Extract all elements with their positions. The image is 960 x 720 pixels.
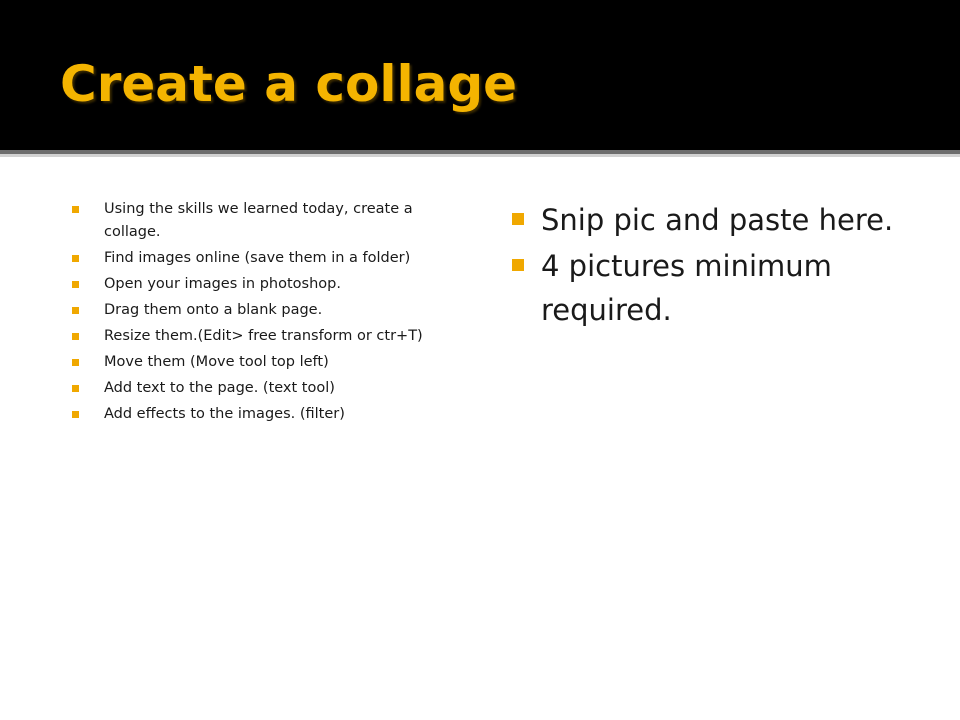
list-item-text: Open your images in photoshop. xyxy=(104,276,341,292)
list-item-text: Drag them onto a blank page. xyxy=(104,302,323,318)
title-bar xyxy=(0,0,960,150)
list-item xyxy=(72,351,464,374)
list-item-text: 4 pictures minimum required. xyxy=(541,249,832,327)
list-item xyxy=(72,198,464,244)
square-bullet-icon xyxy=(72,206,79,213)
square-bullet-icon xyxy=(512,213,524,225)
list-item xyxy=(510,244,910,332)
square-bullet-icon xyxy=(72,333,79,340)
list-item-text: Add text to the page. (text tool) xyxy=(104,380,335,396)
square-bullet-icon xyxy=(72,307,79,314)
square-bullet-icon xyxy=(72,359,79,366)
list-item-text: Resize them.(Edit> free transform or ctr+T) xyxy=(104,328,423,344)
list-item-text: Snip pic and paste here. xyxy=(541,203,894,237)
square-bullet-icon xyxy=(72,385,79,392)
list-item xyxy=(510,198,910,242)
list-item xyxy=(72,325,464,348)
square-bullet-icon xyxy=(72,411,79,418)
slide-title: Create a collage xyxy=(60,55,518,113)
list-item-text: Find images online (save them in a folder) xyxy=(104,250,411,266)
list-item-text: Move them (Move tool top left) xyxy=(104,354,329,370)
list-item xyxy=(72,247,464,270)
list-item xyxy=(72,273,464,296)
list-item-text: Add effects to the images. (filter) xyxy=(104,406,345,422)
list-item xyxy=(72,299,464,322)
title-divider-light xyxy=(0,154,960,157)
square-bullet-icon xyxy=(512,259,524,271)
square-bullet-icon xyxy=(72,255,79,262)
notes-list xyxy=(510,198,910,334)
list-item xyxy=(72,377,464,400)
instructions-list xyxy=(72,198,464,429)
list-item-text: Using the skills we learned today, create a collage. xyxy=(104,201,413,240)
list-item xyxy=(72,403,464,426)
square-bullet-icon xyxy=(72,281,79,288)
